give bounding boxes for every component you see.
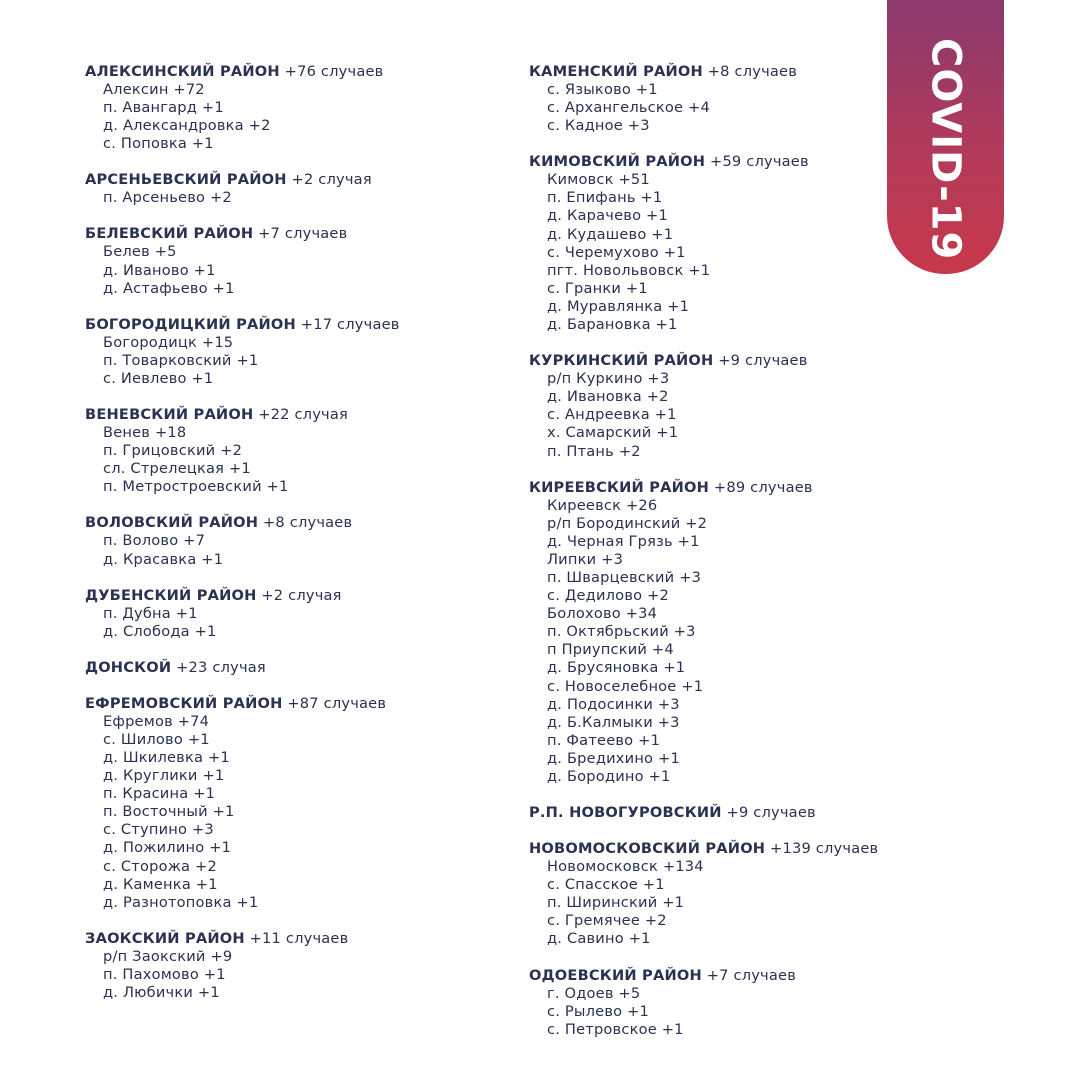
district-title xyxy=(529,967,879,985)
district-case-count: +23 случая xyxy=(171,658,266,676)
settlement-entry: п Приупский +4 xyxy=(547,641,674,659)
district-name: НОВОМОСКОВСКИЙ РАЙОН xyxy=(529,840,766,858)
district-title xyxy=(85,514,505,532)
settlement-entry: с. Кадное +3 xyxy=(547,117,650,135)
settlement-entry: п. Фатеево +1 xyxy=(547,731,661,749)
district-block xyxy=(85,406,505,496)
district-block xyxy=(85,695,505,912)
settlement-entry: д. Карачево +1 xyxy=(547,207,668,225)
district-case-count: +76 случаев xyxy=(279,63,384,80)
district-block xyxy=(529,804,879,822)
settlement-entry: п. Ширинский +1 xyxy=(547,894,685,912)
settlement-entry: д. Б.Калмыки +3 xyxy=(547,713,680,731)
settlement-entry: д. Пожилино +1 xyxy=(103,839,232,857)
settlement-entry: Липки +3 xyxy=(547,550,624,568)
settlement-entry: с. Новоселебное +1 xyxy=(547,677,704,695)
district-title xyxy=(85,659,505,677)
settlement-entry: п. Арсеньево +2 xyxy=(103,189,232,207)
settlement-entry: д. Барановка +1 xyxy=(547,316,678,334)
district-block xyxy=(85,659,505,677)
settlement-entry: с. Андреевка +1 xyxy=(547,406,677,424)
settlement-entry: Богородицк +15 xyxy=(103,333,234,351)
settlement-entry: д. Брусяновка +1 xyxy=(547,659,686,677)
settlement-entry: д. Слобода +1 xyxy=(103,622,217,640)
district-case-count: +11 случаев xyxy=(244,929,349,947)
right-column xyxy=(529,63,879,1057)
district-case-count: +59 случаев xyxy=(705,153,809,171)
district-block xyxy=(85,171,505,207)
district-title xyxy=(85,930,505,948)
settlement-entry: с. Черемухово +1 xyxy=(547,243,686,261)
settlement-entry: д. Бородино +1 xyxy=(547,768,671,785)
district-name: ЕФРЕМОВСКИЙ РАЙОН xyxy=(85,694,283,712)
district-title xyxy=(529,804,879,822)
settlement-entry: д. Разнотоповка +1 xyxy=(103,893,259,911)
district-name: ЗАОКСКИЙ РАЙОН xyxy=(85,929,245,947)
district-block xyxy=(85,587,505,641)
district-case-count: +7 случаев xyxy=(253,225,348,243)
district-case-count: +8 случаев xyxy=(702,63,798,80)
settlement-entry: Болохово +34 xyxy=(547,605,658,623)
district-title xyxy=(529,153,879,171)
district-block xyxy=(85,63,505,153)
district-name: ВЕНЕВСКИЙ РАЙОН xyxy=(85,406,254,424)
settlement-entry: Венев +18 xyxy=(103,424,187,442)
settlement-entry: Новомосковск +134 xyxy=(547,858,704,876)
settlement-entry: п. Метростроевский +1 xyxy=(103,478,289,496)
settlement-entry: д. Шкилевка +1 xyxy=(103,748,230,766)
district-case-count: +9 случаев xyxy=(721,804,816,822)
settlement-entry: с. Шилово +1 xyxy=(103,730,210,748)
district-title xyxy=(529,479,879,497)
district-block xyxy=(529,967,879,1039)
settlement-entry: д. Астафьево +1 xyxy=(103,279,235,297)
district-name: БЕЛЕВСКИЙ РАЙОН xyxy=(85,225,254,243)
settlement-entry: г. Одоев +5 xyxy=(547,984,641,1002)
covid-badge-label: COVID-19 xyxy=(922,38,969,261)
settlement-entry: р/п Бородинский +2 xyxy=(547,514,708,532)
settlement-entry: п. Шварцевский +3 xyxy=(547,568,702,586)
district-case-count: +22 случая xyxy=(253,406,348,424)
district-name: АЛЕКСИНСКИЙ РАЙОН xyxy=(85,63,280,80)
district-case-count: +139 случаев xyxy=(765,840,879,858)
settlement-entry: с. Ступино +3 xyxy=(103,821,214,839)
settlement-entry: д. Иваново +1 xyxy=(103,261,216,279)
district-block xyxy=(529,352,879,460)
settlement-entry: Кимовск +51 xyxy=(547,171,650,189)
district-name: КУРКИНСКИЙ РАЙОН xyxy=(529,352,714,370)
settlement-entry: с. Языково +1 xyxy=(547,81,658,98)
district-block xyxy=(529,153,879,334)
district-block xyxy=(85,514,505,568)
settlement-entry: д. Черная Грязь +1 xyxy=(547,532,700,550)
district-title xyxy=(85,316,505,334)
left-column xyxy=(85,63,505,1020)
district-title xyxy=(85,587,505,605)
district-title xyxy=(85,171,505,189)
district-name: Р.П. НОВОГУРОВСКИЙ xyxy=(529,804,722,822)
district-case-count: +2 случая xyxy=(256,586,342,604)
district-block xyxy=(85,316,505,388)
settlement-entry: д. Красавка +1 xyxy=(103,550,224,568)
settlement-entry: п. Пахомово +1 xyxy=(103,965,226,983)
settlement-entry: д. Каменка +1 xyxy=(103,875,218,893)
district-title xyxy=(85,695,505,713)
district-name: ВОЛОВСКИЙ РАЙОН xyxy=(85,514,259,532)
district-case-count: +8 случаев xyxy=(258,514,353,532)
settlement-entry: д. Кудашево +1 xyxy=(547,225,674,243)
settlement-entry: с. Иевлево +1 xyxy=(103,369,214,387)
district-name: ДУБЕНСКИЙ РАЙОН xyxy=(85,586,257,604)
district-name: АРСЕНЬЕВСКИЙ РАЙОН xyxy=(85,171,287,189)
district-case-count: +2 случая xyxy=(286,171,372,189)
settlement-entry: п. Авангард +1 xyxy=(103,99,224,117)
settlement-entry: п. Восточный +1 xyxy=(103,803,235,821)
district-title xyxy=(85,225,505,243)
settlement-entry: с. Архангельское +4 xyxy=(547,99,710,117)
settlement-entry: Белев +5 xyxy=(103,243,177,261)
settlement-entry: с. Гремячее +2 xyxy=(547,912,667,930)
settlement-entry: х. Самарский +1 xyxy=(547,424,679,442)
district-title xyxy=(529,63,879,81)
settlement-entry: д. Ивановка +2 xyxy=(547,388,669,406)
district-name: ДОНСКОЙ xyxy=(85,658,172,676)
settlement-entry: пгт. Новольвовск +1 xyxy=(547,261,711,279)
settlement-entry: с. Дедилово +2 xyxy=(547,587,669,605)
settlement-entry: сл. Стрелецкая +1 xyxy=(103,460,251,478)
settlement-entry: п. Дубна +1 xyxy=(103,604,198,622)
settlement-entry: д. Подосинки +3 xyxy=(547,695,680,713)
settlement-entry: п. Волово +7 xyxy=(103,532,206,550)
settlement-entry: д. Круглики +1 xyxy=(103,767,225,785)
settlement-entry: Киреевск +26 xyxy=(547,496,658,514)
district-title xyxy=(529,352,879,370)
settlement-entry: д. Александровка +2 xyxy=(103,117,271,135)
district-name: КИРЕЕВСКИЙ РАЙОН xyxy=(529,478,710,496)
settlement-entry: с. Гранки +1 xyxy=(547,279,648,297)
district-title xyxy=(529,840,879,858)
settlement-entry: р/п Заокский +9 xyxy=(103,947,233,965)
settlement-entry: п. Епифань +1 xyxy=(547,189,663,207)
district-title xyxy=(85,406,505,424)
district-name: КАМЕНСКИЙ РАЙОН xyxy=(529,63,703,80)
settlement-entry: п. Птань +2 xyxy=(547,442,641,460)
district-name: КИМОВСКИЙ РАЙОН xyxy=(529,153,706,171)
district-case-count: +89 случаев xyxy=(709,478,813,496)
settlement-entry: с. Петровское +1 xyxy=(547,1020,684,1038)
settlement-entry: п. Красина +1 xyxy=(103,785,216,803)
settlement-entry: д. Любички +1 xyxy=(103,984,220,1001)
district-case-count: +87 случаев xyxy=(282,694,387,712)
district-block xyxy=(529,840,879,948)
district-block xyxy=(529,63,879,135)
district-block xyxy=(85,225,505,297)
settlement-entry: с. Сторожа +2 xyxy=(103,857,217,875)
district-case-count: +9 случаев xyxy=(713,352,808,370)
settlement-entry: с. Поповка +1 xyxy=(103,135,214,153)
district-name: ОДОЕВСКИЙ РАЙОН xyxy=(529,966,702,984)
district-block xyxy=(85,930,505,1002)
settlement-entry: д. Бредихино +1 xyxy=(547,749,680,767)
district-title xyxy=(85,63,505,81)
covid-badge xyxy=(887,0,1004,274)
settlement-entry: Алексин +72 xyxy=(103,81,205,98)
settlement-entry: р/п Куркино +3 xyxy=(547,370,670,388)
settlement-entry: п. Грицовский +2 xyxy=(103,442,243,460)
settlement-entry: п. Товарковский +1 xyxy=(103,351,259,369)
district-case-count: +17 случаев xyxy=(295,315,400,333)
settlement-entry: п. Октябрьский +3 xyxy=(547,623,696,641)
settlement-entry: с. Спасское +1 xyxy=(547,876,665,894)
settlement-entry: с. Рылево +1 xyxy=(547,1002,650,1020)
settlement-entry: Ефремов +74 xyxy=(103,712,210,730)
settlement-entry: д. Савино +1 xyxy=(547,930,651,948)
district-case-count: +7 случаев xyxy=(701,966,796,984)
district-name: БОГОРОДИЦКИЙ РАЙОН xyxy=(85,315,296,333)
district-block xyxy=(529,479,879,787)
settlement-entry: д. Муравлянка +1 xyxy=(547,297,690,315)
